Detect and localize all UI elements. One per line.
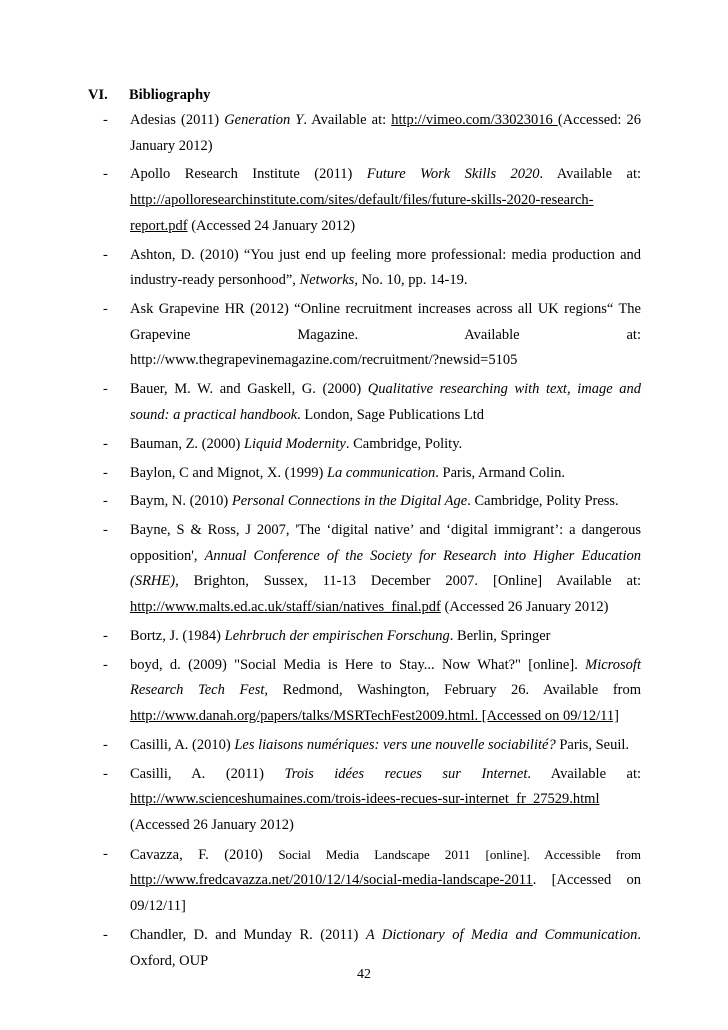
bibliography-entry xyxy=(0,108,728,159)
section-number: VI. xyxy=(88,87,108,103)
entry-url-link[interactable]: http://www.fredcavazza.net/2010/12/14/social-media-landscape-2011 xyxy=(130,872,533,889)
entry-text xyxy=(130,162,641,239)
entry-text xyxy=(130,733,641,759)
entry-url-link[interactable]: http://apolloresearchinstitute.com/sites/default/files/future-skills-2020-research-report.pdf xyxy=(130,192,594,234)
entry-title: Microsoft Research Tech Fest xyxy=(130,656,641,699)
list-bullet: - xyxy=(103,765,108,782)
page-number: 42 xyxy=(357,967,371,982)
list-bullet: - xyxy=(103,464,108,481)
bibliography-entry xyxy=(0,432,728,458)
entry-text-segment: Bortz, J. (1984) xyxy=(130,627,225,644)
list-bullet: - xyxy=(103,381,108,398)
entry-title: Liquid Modernity xyxy=(243,435,346,452)
entry-text xyxy=(130,243,641,294)
entry-url-link[interactable]: http://www.scienceshumaines.com/trois-idees-recues-sur-internet_fr_27529.html xyxy=(130,791,600,808)
entry-text-segment: Ashton, D. (2010) “You just end up feeling more professional: media production and industry-ready personhood”, xyxy=(130,246,641,289)
entry-text xyxy=(130,297,641,374)
entry-text xyxy=(130,377,641,428)
entry-text-segment: Casilli, A. (2010) xyxy=(130,736,235,753)
entry-text-segment: (Accessed: 26 January 2012) xyxy=(130,112,641,154)
entry-text-segment: . [Accessed on 09/12/11] xyxy=(130,872,641,915)
entry-text xyxy=(130,489,641,515)
section-title: Bibliography xyxy=(129,87,211,103)
bibliography-entry xyxy=(0,489,728,515)
list-bullet: - xyxy=(103,627,108,644)
entry-text-segment: . Available at: xyxy=(539,166,642,183)
entry-text-segment: Adesias (2011) xyxy=(130,112,225,128)
entry-text-segment: Chandler, D. and Munday R. (2011) xyxy=(130,926,366,943)
entry-text-segment: , No. 10, pp. 14-19. xyxy=(354,272,468,289)
bibliography-entry xyxy=(0,842,728,920)
bibliography-entry xyxy=(0,377,728,428)
entry-text-segment: Apollo Research Institute (2011) xyxy=(130,166,367,183)
entry-title: Qualitative researching with text, image and sound: a practical handbook xyxy=(130,381,641,423)
entry-title: A Dictionary of Media and Communication xyxy=(365,926,638,943)
bibliography-list xyxy=(0,108,728,977)
entry-text-segment: boyd, d. (2009) "Social Media is Here to Stay... Now What?" [online]. xyxy=(130,656,586,673)
entry-text-segment: . Paris, Armand Colin. xyxy=(435,464,565,481)
entry-text-segment: Casilli, A. (2011) xyxy=(130,765,285,782)
bibliography-entry xyxy=(0,243,728,294)
entry-text-segment: . London, Sage Publications Ltd xyxy=(297,406,485,423)
entry-text xyxy=(130,624,641,650)
entry-text-segment: . Oxford, OUP xyxy=(130,926,641,969)
entry-text-segment: . Cambridge, Polity. xyxy=(345,435,463,452)
entry-text-segment: (Accessed 26 January 2012) xyxy=(130,817,294,833)
entry-url-link[interactable]: http://www.malts.ed.ac.uk/staff/sian/natives_final.pdf xyxy=(130,599,441,616)
entry-text-segment: Baylon, C and Mignot, X. (1999) xyxy=(130,464,327,481)
list-bullet: - xyxy=(103,522,108,539)
entry-text xyxy=(130,653,641,730)
entry-text-segment: Baym, N. (2010) xyxy=(130,493,232,510)
entry-text xyxy=(130,432,641,458)
bibliography-entry xyxy=(0,762,728,839)
entry-url-link[interactable]: http://vimeo.com/33023016 xyxy=(391,112,558,128)
entry-text xyxy=(130,108,641,159)
entry-text-segment: (Accessed 26 January 2012) xyxy=(440,599,609,616)
list-bullet: - xyxy=(103,246,108,263)
list-bullet: - xyxy=(103,926,108,943)
entry-title: Les liaisons numériques: vers une nouvelle sociabilité? xyxy=(234,736,556,753)
entry-text-segment: Bauman, Z. (2000) xyxy=(130,435,244,452)
list-bullet: - xyxy=(103,301,108,318)
entry-text-segment: Paris, Seuil. xyxy=(555,736,630,753)
bibliography-entry xyxy=(0,162,728,239)
entry-title: Trois idées recues sur Internet xyxy=(284,765,528,782)
entry-text-segment: . Berlin, Springer xyxy=(449,627,551,644)
entry-text-segment: Brighton, Sussex, 11-13 December 2007. [Online] Available at: xyxy=(178,573,641,590)
bibliography-entry xyxy=(0,297,728,374)
entry-text-segment: Social Media Landscape 2011 [online]. Accessible from xyxy=(278,846,641,862)
entry-text-segment: . Cambridge, Polity Press. xyxy=(467,493,619,510)
entry-text-segment: . Available at: xyxy=(527,765,642,782)
entry-url-link[interactable]: http://www.danah.org/papers/talks/MSRTechFest2009.html. [Accessed on 09/12/11] xyxy=(130,708,619,725)
list-bullet: - xyxy=(103,656,108,673)
list-bullet: - xyxy=(103,845,108,862)
entry-title: Personal Connections in the Digital Age xyxy=(231,493,468,510)
bibliography-entry xyxy=(0,653,728,730)
list-bullet: - xyxy=(103,435,108,452)
entry-text-segment: Cavazza, F. (2010) xyxy=(130,846,279,863)
entry-text-segment: Ask Grapevine HR (2012) “Online recruitment increases across all UK regions“ The Grapevine Magazine. Available at: http://www.thegrapevinemagazine.com/recruitment/?newsid=5105 xyxy=(130,301,641,369)
entry-title: Lehrbruch der empirischen Forschung xyxy=(224,627,450,644)
entry-title: Annual Conference of the Society for Research into Higher Education (SRHE), xyxy=(130,547,641,590)
entry-title: La communication xyxy=(326,464,436,481)
list-bullet: - xyxy=(103,493,108,510)
entry-text xyxy=(130,461,641,487)
list-bullet: - xyxy=(103,736,108,753)
bibliography-entry xyxy=(0,624,728,650)
entry-text-segment: Bayne, S & Ross, J 2007, 'The ‘digital native’ and ‘digital immigrant’: a dangerous opposition', xyxy=(130,522,641,564)
entry-text xyxy=(130,518,641,620)
bibliography-entry xyxy=(0,518,728,620)
entry-text-segment: . Available at: xyxy=(303,112,392,128)
entry-text xyxy=(130,842,641,920)
entry-title: Future Work Skills 2020 xyxy=(366,166,540,183)
bibliography-entry xyxy=(0,461,728,487)
entry-text-segment: , Redmond, Washington, February 26. Available from xyxy=(264,682,642,699)
list-bullet: - xyxy=(103,166,108,183)
entry-title: Generation Y xyxy=(224,112,304,128)
entry-title: Networks xyxy=(299,272,355,289)
list-bullet: - xyxy=(103,112,108,128)
bibliography-entry xyxy=(0,733,728,759)
entry-text-segment: Bauer, M. W. and Gaskell, G. (2000) xyxy=(130,381,368,398)
entry-text xyxy=(130,762,641,839)
entry-text-segment: (Accessed 24 January 2012) xyxy=(187,217,356,234)
